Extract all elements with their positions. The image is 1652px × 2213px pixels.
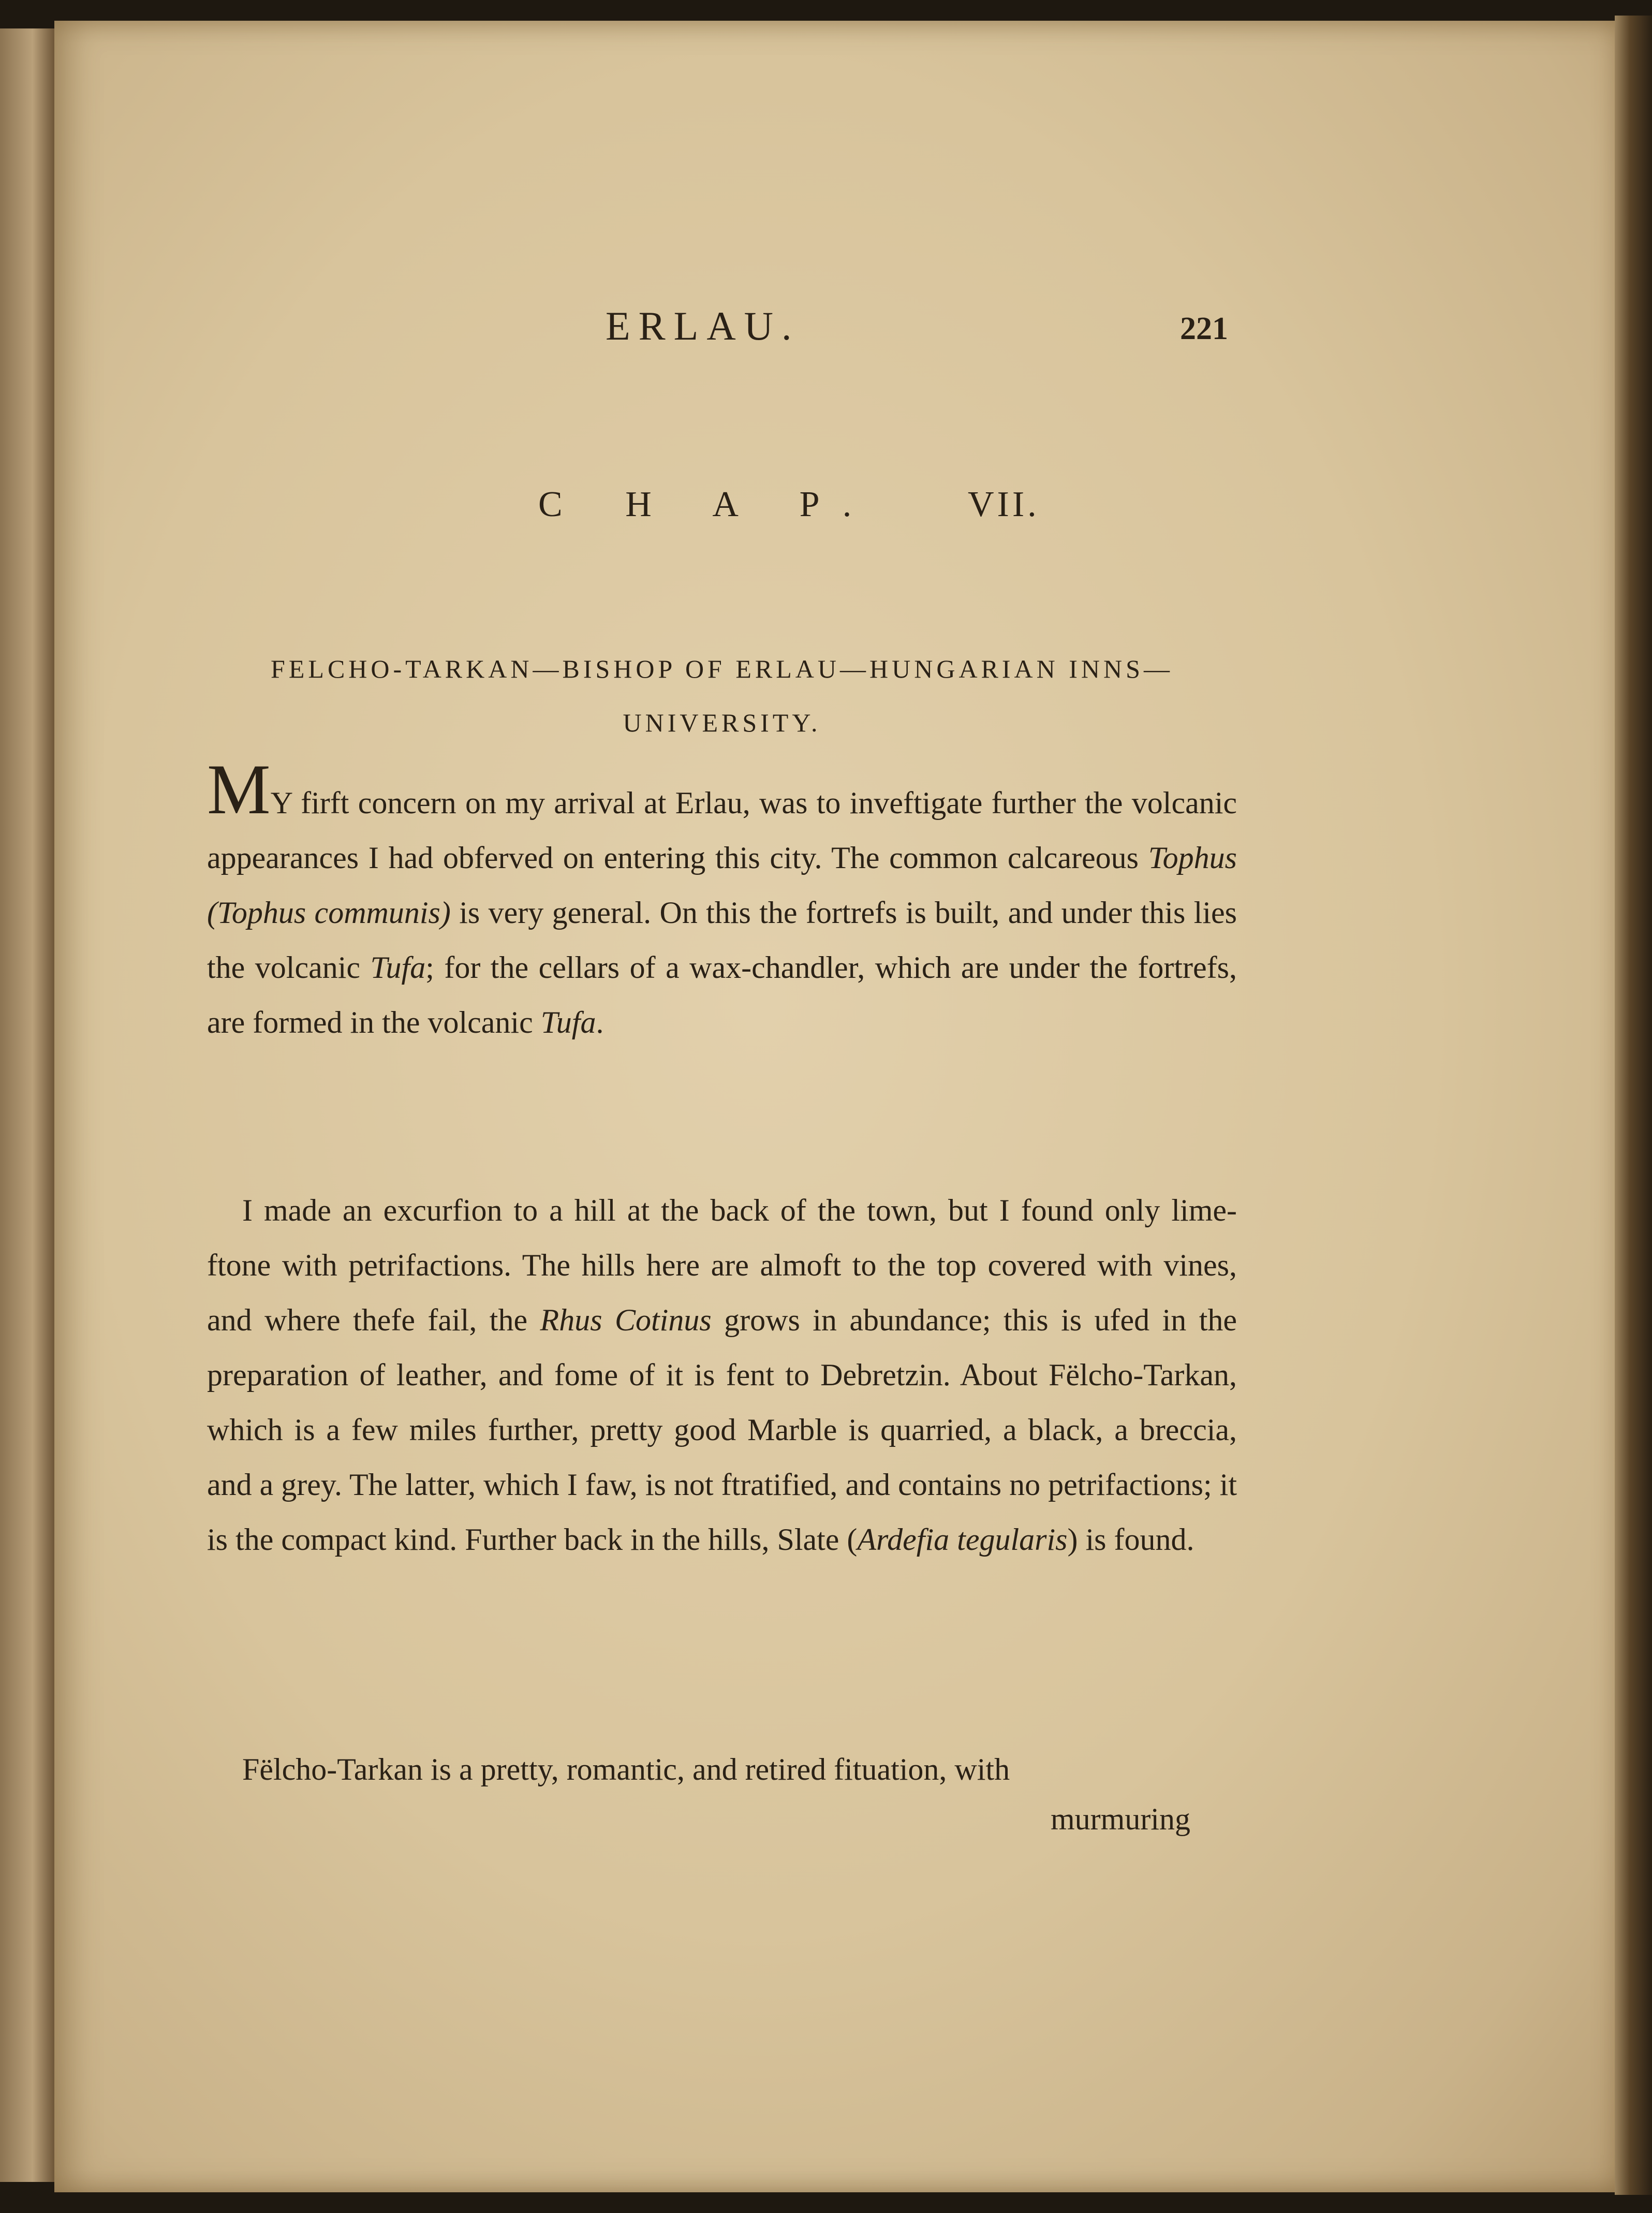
page-number: 221 <box>1180 311 1228 346</box>
left-page-edge <box>0 28 54 2182</box>
right-page-edge <box>1615 16 1652 2195</box>
italic-ardesia: Ardefia tegularis <box>857 1522 1068 1557</box>
paragraph-1-text-d: . <box>596 1005 604 1039</box>
catchword: murmuring <box>1051 1802 1190 1836</box>
chapter-summary: FELCHO-TARKAN—BISHOP OF ERLAU—HUNGARIAN INNS—UNIVERSITY. <box>271 654 1173 737</box>
book-page <box>54 21 1623 2192</box>
running-title: ERLAU. <box>606 303 800 348</box>
chapter-label: C H A P. <box>538 485 879 524</box>
paragraph-1-text-b: is very general. On this the fortrefs is built, and under this lies the volcanic <box>207 896 1237 985</box>
italic-tufa-1: Tufa <box>370 950 426 985</box>
paragraph-3-text: Fëlcho-Tarkan is a pretty, romantic, and retired fituation, with <box>242 1752 1010 1786</box>
paragraph-1 <box>207 750 1237 1050</box>
italic-rhus-cotinus: Rhus Cotinus <box>540 1303 712 1337</box>
paragraph-2-text-a: I made an excurfion to a hill at the back of the town, but I found only lime-ftone with petrifactions. The hills here are almoft to the top covered with vines, and where thefe fail, the <box>207 1193 1237 1337</box>
paragraph-2-text-c: ) is found. <box>1067 1522 1194 1557</box>
italic-tufa-2: Tufa <box>540 1005 596 1039</box>
italic-tophus: Tophus (Tophus communis) <box>207 841 1237 930</box>
paragraph-1-text-c: ; for the cellars of a wax-chandler, which are under the fortrefs, are formed in the volcanic <box>207 950 1237 1039</box>
paragraph-2-text-b: grows in abundance; this is ufed in the preparation of leather, and fome of it is fent to Debretzin. About Fëlcho-Tarkan, which is a few miles further, pretty good Marble is quarried, a black, a breccia, and a grey. The latter, which I faw, is not ftratified, and contains no petrifactions; it is the compact kind. Further back in the hills, Slate ( <box>207 1303 1237 1557</box>
paragraph-1-text-a: Y firft concern on my arrival at Erlau, was to inveftigate further the volcanic appearances I had obferved on entering this city. The common calcareous <box>207 786 1237 875</box>
chapter-number: VII. <box>968 485 1040 524</box>
paragraph-3 <box>207 1742 1237 1797</box>
drop-cap: M <box>207 750 271 829</box>
paragraph-2 <box>207 1183 1237 1567</box>
